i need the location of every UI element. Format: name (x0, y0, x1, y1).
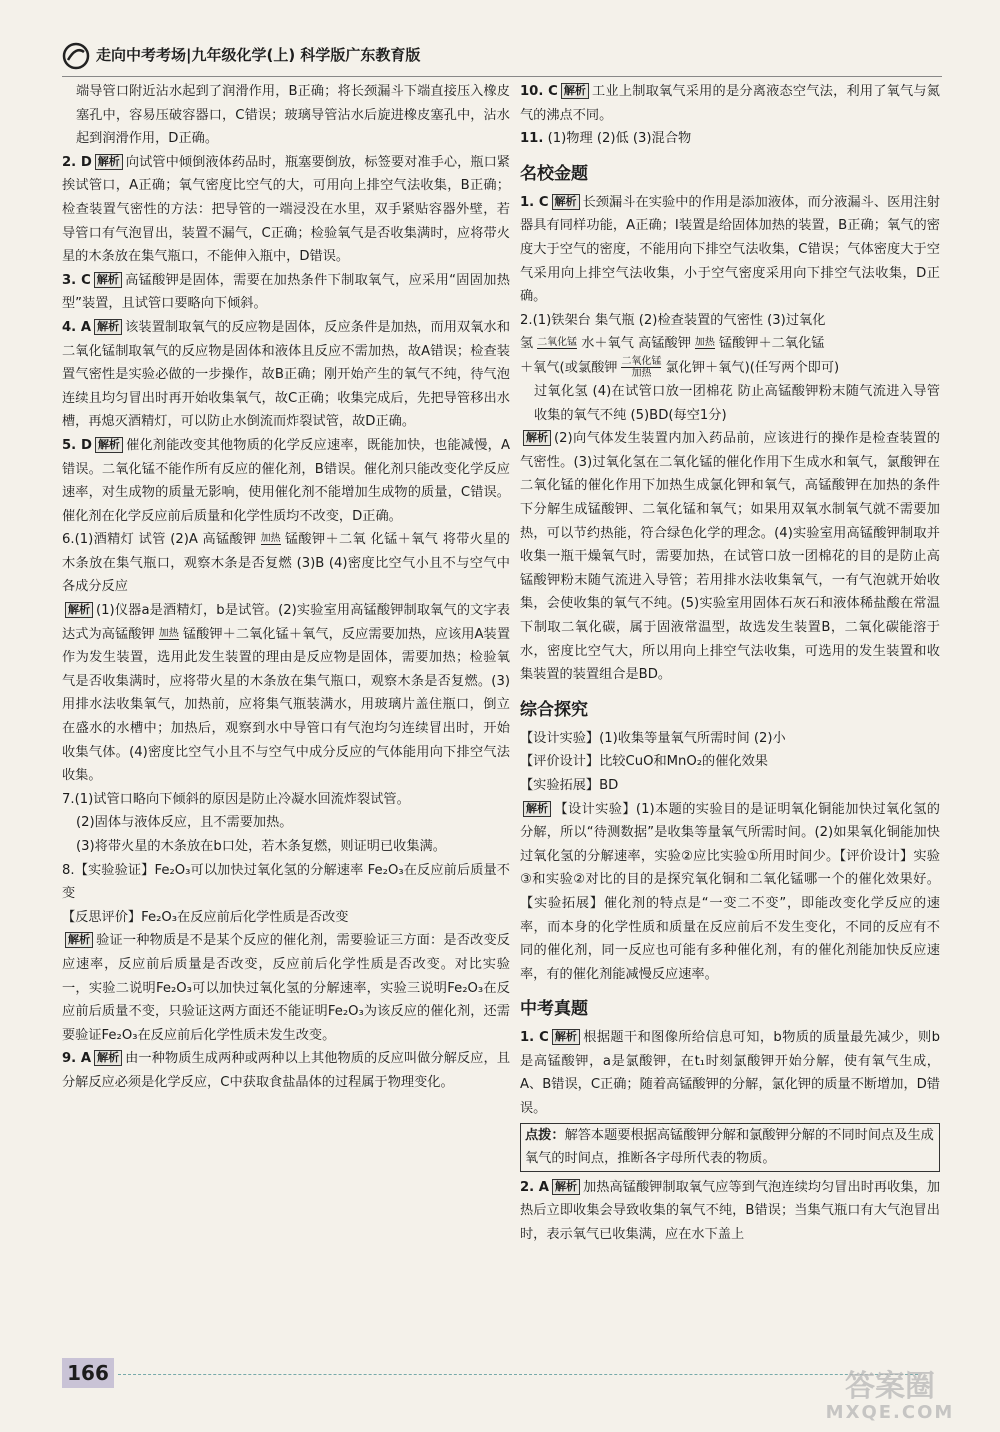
tip-label: 点拨： (525, 1127, 565, 1143)
answer-text: 向试管中倾倒液体药品时，瓶塞要倒放，标签要对准手心，瓶口紧挨试管口，A正确；氧气密度比空气的大，可用向上排空气法收集，B正确；检查装置气密性的方法：把导管的一端浸没在水里，双手紧贴容器外壁，若导管口有气泡冒出，装置不漏气，C正确；检验氧气是否收集满时，应将带火星的木条放在集气瓶口，不能伸入瓶中，D错误。 (62, 154, 510, 265)
answer-8: 8.【实验验证】Fe₂O₃可以加快过氧化氢的分解速率 Fe₂O₃在反应前后质量不变 【反思评价】Fe₂O₃在反应前后化学性质是否改变 解析 验证一种物质是不是某个反应的催化剂，需要验证三方面：是否改变反应速率，反应前后质量是否改变，反应前后化学性质是否改变。对比实验一，实验二说明Fe₂O₃可以加快过氧化氢的分解速率，实验三说明Fe₂O₃在反应前后质量不变，只验证这两方面还不能证明Fe₂O₃为该反应的催化剂，还需要验证Fe₂O₃在反应前后化学性质未发生改变。 (62, 862, 510, 1043)
analysis-tag: 解析 (552, 194, 580, 210)
reaction-arrow: 二氧化锰 (537, 337, 578, 349)
page-number: 166 (62, 1358, 114, 1388)
answer-number: 11. (520, 131, 544, 147)
analysis-tag: 解析 (95, 437, 123, 453)
reaction-arrow: 二氧化锰 加热 (621, 355, 662, 379)
section-title-zhongkao: 中考真题 (520, 999, 588, 1020)
answer-number: 2. D (62, 154, 92, 170)
reaction-arrow: 加热 (158, 627, 179, 639)
mingxiao-answer-1: 1. C 解析 长颈漏斗在实验中的作用是添加液体，而分液漏斗、医用注射器具有同样功能，A正确；I装置是给固体加热的装置，B正确；氧气的密度大于空气的密度，不能用向下排空气法收集，C错误；气体密度大于空气采用向上排空气法收集，小于空气密度采用向下排空气法收集，D正确。 (520, 194, 940, 305)
tip-text: 解答本题要根据高锰酸钾分解和氯酸钾分解的不同时间点及生成氧气的时间点，推断各字母所代表的物质。 (525, 1127, 934, 1167)
analysis-tag: 解析 (94, 272, 122, 288)
answer-7-line: 7.(1)试管口略向下倾斜的原因是防止冷凝水回流炸裂试管。 (62, 791, 410, 807)
answer-6: 6.(1)酒精灯 试管 (2)A 高锰酸钾 加热 锰酸钾＋二氧 化锰＋氧气 将带火星的木条放在集气瓶口，观察木条是否复燃 (3)B (4)密度比空气小且不与空气中各成分反应 解析 (1)仪器a是酒精灯，b是试管。(2)实验室用高锰酸钾制取氧气的文字表达式为高锰酸钾 加热 锰酸钾＋二氧化锰＋氧气，反应需要加热，应该用A装置作为发生装置，选用此发生装置的理由是反应物是固体，需要加热；检验氧气是否收集满时，应将带火星的木条放在集气瓶口，观察木条是否复燃。(3)用排水法收集氧气，加热前，应将集气瓶装满水，用玻璃片盖住瓶口，倒立在盛水的水槽中；加热后，观察到水中导管口有气泡均匀连续冒出时，开始收集气体。(4)密度比空气小且不与空气中成分反应的气体能用向下排空气法收集。 (62, 532, 511, 784)
answer-9: 9. A 解析 由一种物质生成两种或两种以上其他物质的反应叫做分解反应，且分解反应必须是化学反应，C中获取食盐晶体的过程属于物理变化。 (62, 1051, 511, 1090)
analysis-tag: 解析 (561, 83, 589, 99)
mingxiao-answer-2: 2.(1)铁架台 集气瓶 (2)检查装置的气密性 (3)过氧化 氢 二氧化锰 水＋氧气 高锰酸钾 加热 锰酸钾＋二氧化锰 ＋氧气(或氯酸钾 二氧化锰 加热 氯化钾＋氧气)(任写两个即可) 过氧化氢 (4)在试管口放一团棉花 防止高锰酸钾粉末随气流进入导管 收集的氧气不纯 (5)BD(每空1分) 解析 (2)向气体发生装置内加入药品前，应该进行的操作是检查装置的气密性。(3)过氧化氢在二氧化锰的催化作用下生成水和氧气，氯酸钾在二氧化锰的催化作用下加热生成氯化钾和氧气，高锰酸钾在加热的条件下分解生成锰酸钾、二氧化锰和氧气；如果用双氧水制氧气就不需要加热，可以节约热能，符合绿色化学的理念。(4)实验室用高锰酸钾制取并收集一瓶干燥氧气时，需要加热，在试管口放一团棉花的目的是防止高锰酸钾粉末随气流进入导管；若用排水法收集氧气，一有气泡就开始收集，会使收集的氧气不纯。(5)实验室用固体石灰石和液体稀盐酸在常温下制取二氧化碳，属于固液常温型，故选发生装置B，二氧化碳能溶于水，密度比空气大，所以用向上排空气法收集，可选用的发生装置和收集装置的装置组合是BD。 (520, 312, 940, 683)
reaction-arrow: 加热 (260, 533, 281, 545)
section-title-mingxiao: 名校金题 (520, 163, 588, 184)
page-header (62, 38, 962, 74)
right-column (520, 80, 940, 1247)
header-divider (62, 76, 942, 77)
analysis-tag: 解析 (65, 602, 93, 618)
analysis-tag: 解析 (95, 154, 123, 170)
header-title: 走向中考考场|九年级化学(上) 科学版广东教育版 (96, 46, 421, 64)
answer-7-line: (2)固体与液体反应，且不需要加热。 (76, 815, 293, 831)
answer-text: 工业上制取氧气采用的是分离液态空气法，利用了氧气与氮气的沸点不同。 (520, 84, 940, 123)
answer-text: 高锰酸钾是固体，需要在加热条件下制取氧气，应采用“固固加热型”装置，且试管口要略向下倾斜。 (62, 272, 510, 312)
analysis-tag: 解析 (523, 801, 551, 817)
section-title-zonghe: 综合探究 (520, 699, 588, 720)
answer-text: (1)物理 (2)低 (3)混合物 (547, 131, 692, 147)
book-logo-icon (62, 42, 90, 70)
left-answer-0 (62, 80, 510, 151)
left-answer-3 (62, 316, 510, 434)
answer-number: 3. C (62, 272, 91, 288)
zhongkao-answer-1: 1. C 解析 根据题干和图像所给信息可知，b物质的质量最先减少，则b是高锰酸钾，a是氯酸钾，在t₁时刻氯酸钾开始分解，使有氧气生成，A、B错误，C正确；随着高锰酸钾的分解，氯化钾的质量不断增加，D错误。 (520, 1030, 940, 1117)
answer-text: 端导管口附近沾水起到了润滑作用，B正确；将长颈漏斗下端直接压入橡皮塞孔中，容易压破容器口，C错误；玻璃导管沾水后旋进橡皮塞孔中，沾水起到润滑作用，D正确。 (76, 84, 510, 147)
right-answer-0 (520, 80, 940, 127)
reaction-arrow: 加热 (694, 337, 715, 349)
analysis-tag: 解析 (65, 932, 93, 948)
answer-number: 4. A (62, 319, 92, 335)
answer-7-line: (3)将带火星的木条放在b口处，若木条复燃，则证明已收集满。 (76, 839, 446, 854)
analysis-tag: 解析 (94, 1050, 122, 1066)
analysis-tag: 解析 (552, 1029, 580, 1045)
left-answer-4 (62, 434, 510, 528)
tip-box (520, 1123, 940, 1172)
answer-text: 催化剂能改变其他物质的化学反应速率，既能加快，也能减慢，A错误。二氧化锰不能作所有反应的催化剂，B错误。催化剂只能改变化学反应速率，对生成物的质量无影响，使用催化剂不能增加生成物的质量，C错误。催化剂在化学反应前后质量和化学性质均不改变，D正确。 (62, 437, 510, 524)
answer-number: 10. C (520, 84, 558, 99)
left-column (62, 80, 510, 1095)
right-answer-1 (520, 127, 940, 151)
zonghe-answer: 【设计实验】(1)收集等量氧气所需时间 (2)小 【评价设计】比较CuO和MnO₂的催化效果 【实验拓展】BD 解析 【设计实验】(1)本题的实验目的是证明氧化铜能加快过氧化氢的分解，所以“待测数据”是收集等量氧气所需时间。(2)如果氧化铜能加快过氧化氢的分解速率，实验②应比实验①所用时间少。【评价设计】实验③和实验②对比的目的是探究氧化铜和二氧化锰哪一个的催化效果好。【实验拓展】催化剂的特点是“一变二不变”，即能改变化学反应的速率，而本身的化学性质和质量在反应前后不发生变化，不同的反应有不同的催化剂，同一反应也可能有多种催化剂，有的催化剂能加快反应速率，有的催化剂能减慢反应速率。 (520, 730, 940, 982)
left-answer-2 (62, 269, 510, 316)
zhongkao-answer-2: 2. A 解析 加热高锰酸钾制取氧气应等到气泡连续均匀冒出时再收集，加热后立即收集会导致收集的氧气不纯，B错误；当集气瓶口有大气泡冒出时，表示氧气已收集满，应在水下盖上 (520, 1179, 941, 1243)
watermark: 答案圈 MXQE.COM (825, 1369, 955, 1423)
analysis-tag: 解析 (94, 319, 122, 335)
analysis-tag: 解析 (523, 430, 551, 446)
answer-number: 5. D (62, 437, 92, 453)
analysis-tag: 解析 (552, 1179, 580, 1195)
left-answer-1 (62, 151, 510, 269)
answer-text: 该装置制取氧气的反应物是固体，反应条件是加热，而用双氧水和二氧化锰制取氧气的反应物是固体和液体且反应不需加热，故A错误；检查装置气密性是实验必做的一步操作，故B正确；刚开始产生的氧气不纯，待气泡连续且均匀冒出时再开始收集氧气，故C正确；收集完成后，先把导管移出水槽，再熄灭酒精灯，可以防止水倒流而炸裂试管，故D正确。 (62, 319, 511, 430)
